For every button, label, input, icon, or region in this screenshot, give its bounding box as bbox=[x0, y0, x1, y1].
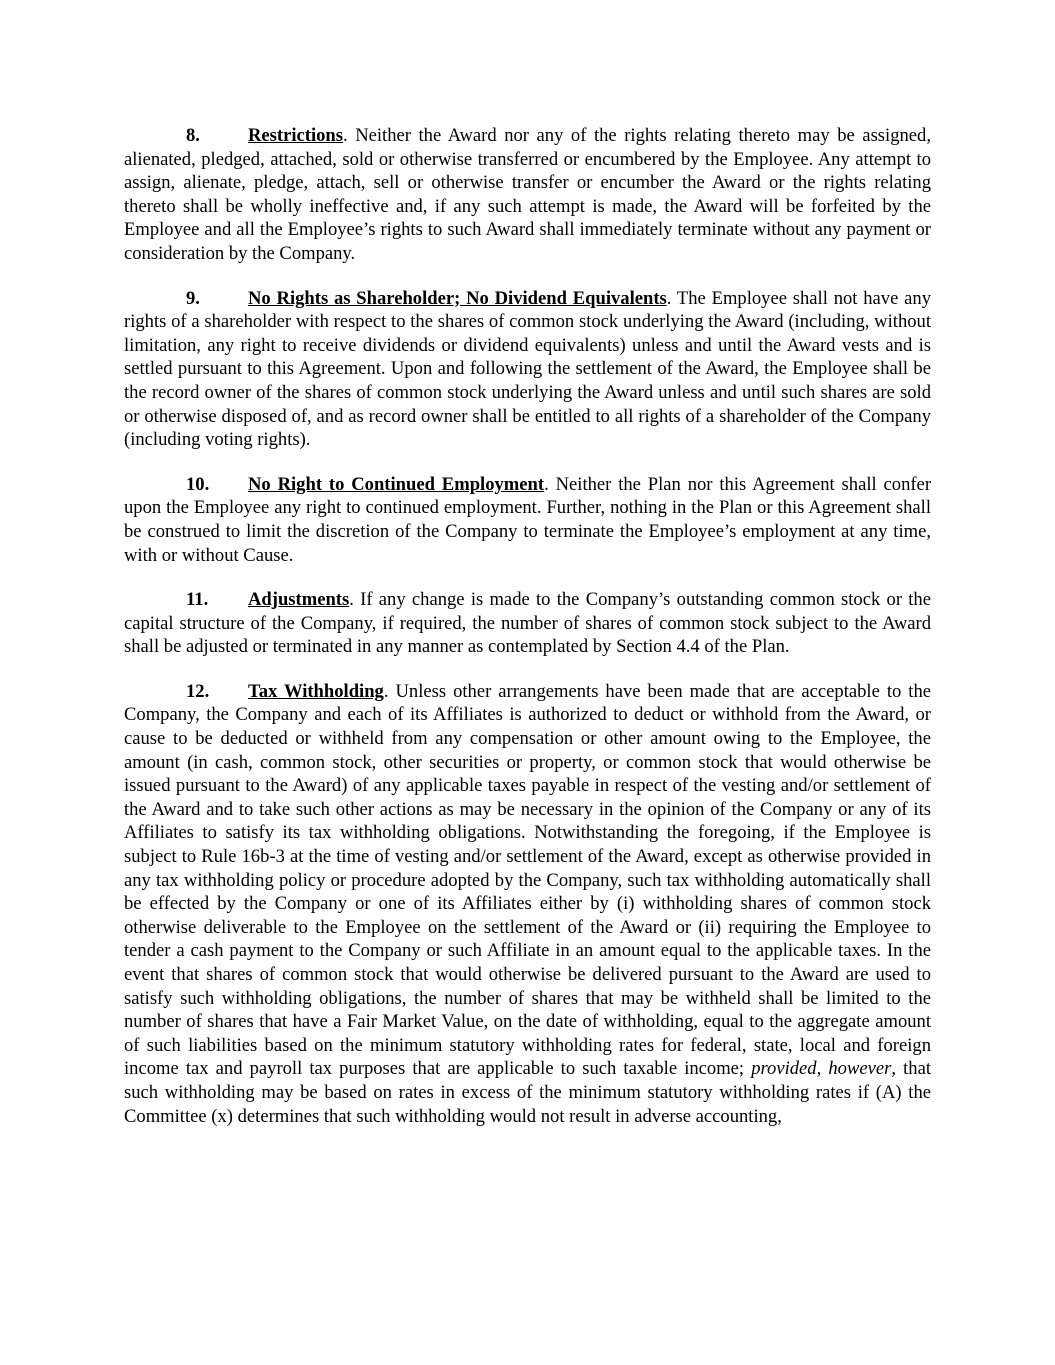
section-text: . Neither the Plan nor this Agreement shall confer upon the Employee any right to continued employment. Further, nothing in the Plan or this Agreement shall be construed to limit the discretion of the Company to terminate the Employee’s employment at any time, with or without Cause. bbox=[124, 473, 932, 566]
section-number: 11. bbox=[186, 589, 209, 611]
section-text: . Neither the Award nor any of the rights relating thereto may be assigned, alienated, pledged, attached, sold or otherwise transferred or encumbered by the Employee. Any attempt to assign, alienate, pledge, attach, sell or otherwise transfer or encumber the Award or the rights relating thereto shall be wholly ineffective and, if any such attempt is made, the Award will be forfeited by the Employee and all the Employee’s rights to such Award shall immediately terminate without any payment or consideration by the Company. bbox=[124, 125, 931, 264]
section-number: 10. bbox=[186, 473, 210, 495]
section-heading: Tax Withholding bbox=[248, 680, 384, 702]
section-8 bbox=[124, 124, 931, 266]
section-heading: No Right to Continued Employment bbox=[248, 473, 545, 495]
section-number: 8. bbox=[186, 125, 200, 146]
section-text: . If any change is made to the Company’s outstanding common stock or the capital structure of the Company, if required, the number of shares of common stock subject to the Award shall be adjusted or terminated in any manner as contemplated by Section 4.4 of the Plan. bbox=[124, 589, 931, 658]
section-number: 9. bbox=[186, 287, 200, 309]
section-9 bbox=[124, 287, 931, 452]
section-heading: Adjustments bbox=[248, 589, 350, 611]
section-heading: Restrictions bbox=[248, 125, 344, 146]
document-page bbox=[124, 124, 931, 1149]
section-12 bbox=[124, 680, 931, 1128]
section-text-continued: , that such withholding may be based on rates in excess of the minimum statutory withholding rates if (A) the Committee (x) determines that such withholding would not result in adverse accounting, bbox=[124, 1058, 931, 1127]
section-11 bbox=[124, 588, 931, 659]
section-text-italic: provided, however bbox=[751, 1058, 892, 1080]
section-text: . The Employee shall not have any rights of a shareholder with respect to the shares of common stock underlying the Award (including, without limitation, any right to receive dividends or dividend equivalents) unless and until the Award vests and is settled pursuant to this Agreement. Upon and following the settlement of the Award, the Employee shall be the record owner of the shares of common stock underlying the Award unless and until such shares are sold or otherwise disposed of, and as record owner shall be entitled to all rights of a shareholder of the Company (including voting rights). bbox=[124, 287, 931, 451]
section-text: . Unless other arrangements have been made that are acceptable to the Company, the Company and each of its Affiliates is authorized to deduct or withhold from the Award, or cause to be deducted or withheld from any compensation or other amount owing to the Employee, the amount (in cash, common stock, other securities or property, or common stock that would otherwise be issued pursuant to the Award) of any applicable taxes payable in respect of the vesting and/or settlement of the Award and to take such other actions as may be necessary in the opinion of the Company or any of its Affiliates to satisfy its tax withholding obligations. Notwithstanding the foregoing, if the Employee is subject to Rule 16b-3 at the time of vesting and/or settlement of the Award, except as otherwise provided in any tax withholding policy or procedure adopted by the Company, such tax withholding automatically shall be effected by the Company or one of its Affiliates either by (i) withholding shares of common stock otherwise deliverable to the Employee on the settlement of the Award or (ii) requiring the Employee to tender a cash payment to the Company or such Affiliate in an amount equal to the applicable taxes. In the event that shares of common stock that would otherwise be delivered pursuant to the Award are used to satisfy such withholding obligations, the number of shares that may be withheld shall be limited to the number of shares that have a Fair Market Value, on the date of withholding, equal to the aggregate amount of such liabilities based on the minimum statutory withholding rates for federal, state, local and foreign income tax and payroll tax purposes that are applicable to such taxable income; bbox=[124, 680, 931, 1080]
section-number: 12. bbox=[186, 680, 210, 702]
section-heading: No Rights as Shareholder; No Dividend Equivalents bbox=[248, 287, 667, 309]
section-10 bbox=[124, 473, 931, 567]
